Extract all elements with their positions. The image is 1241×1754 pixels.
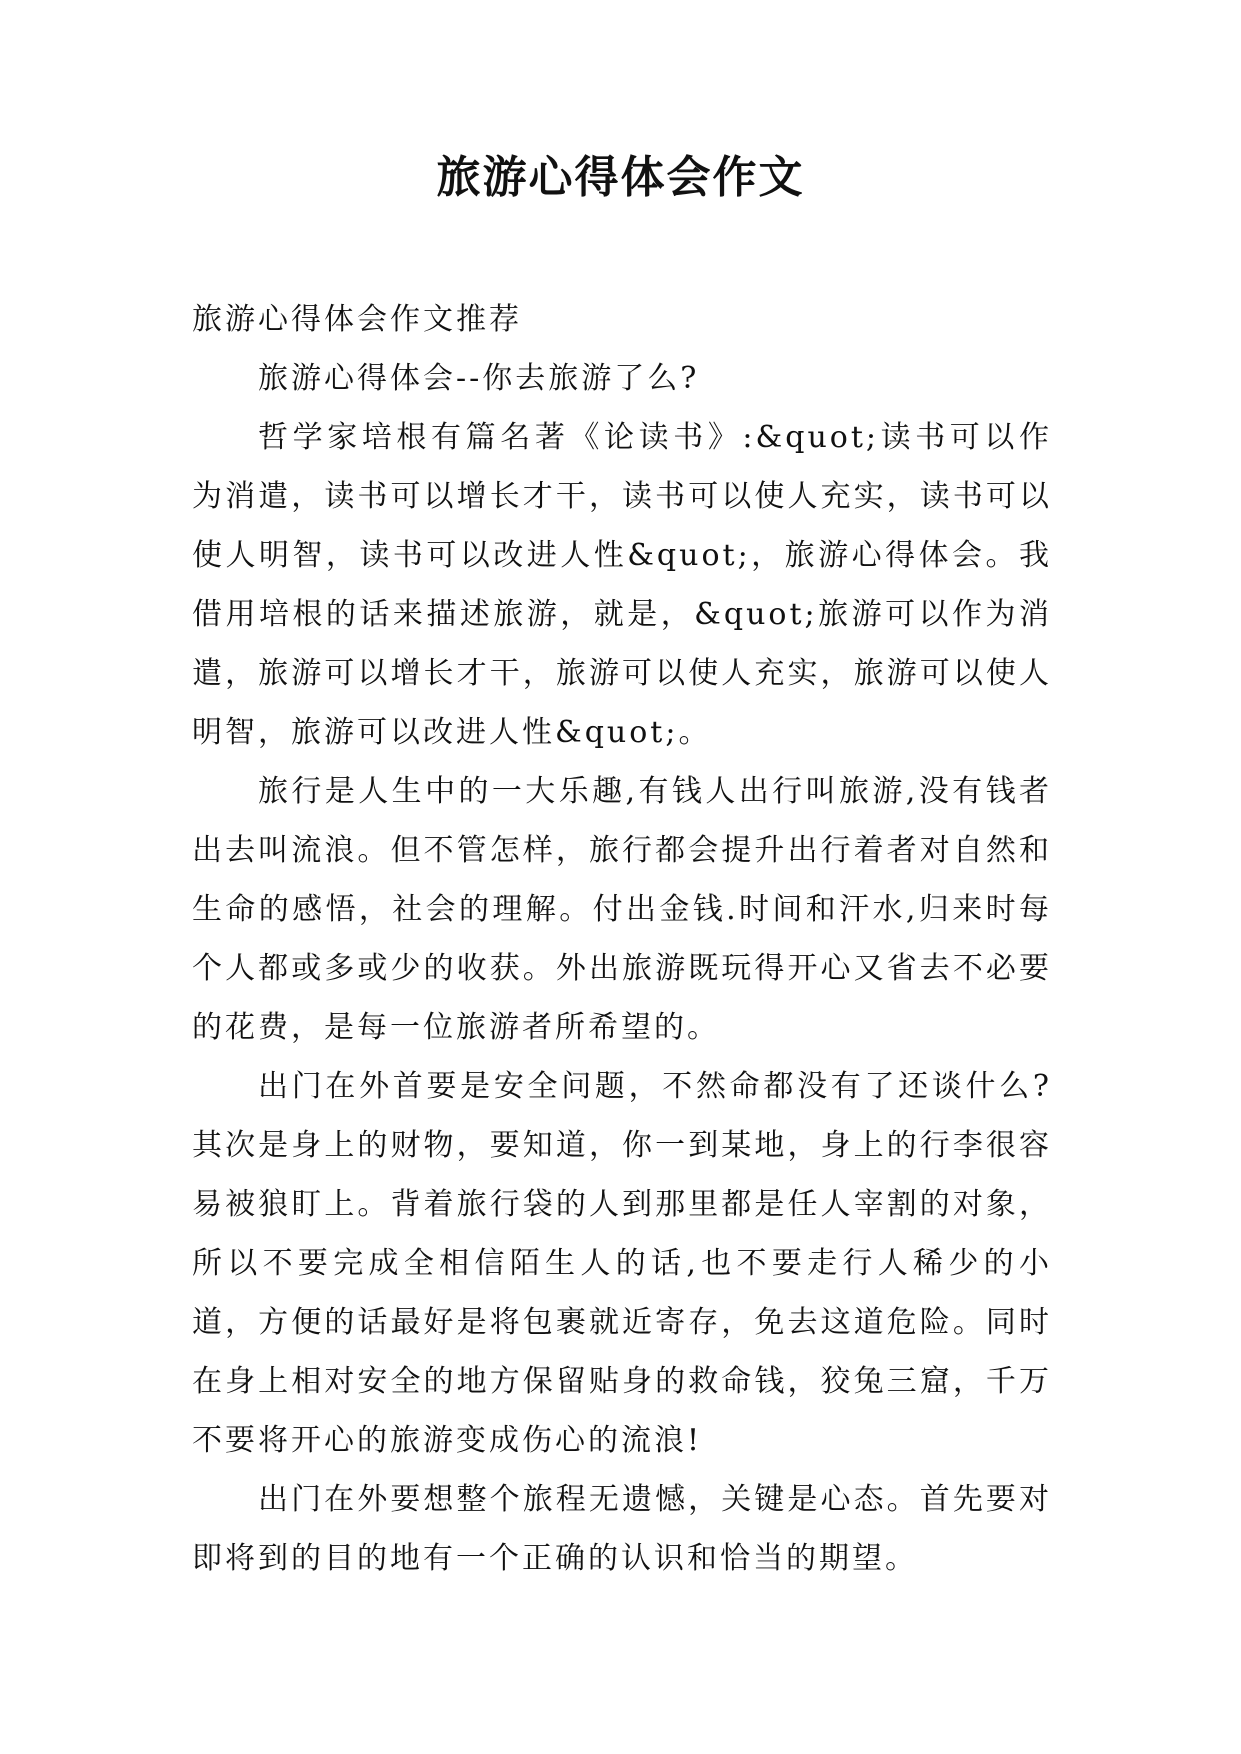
paragraph: 旅行是人生中的一大乐趣,有钱人出行叫旅游,没有钱者出去叫流浪。但不管怎样，旅行都会提升出行着者对自然和生命的感悟，社会的理解。付出金钱.时间和汗水,归来时每个人都或多或少的收获。外出旅游既玩得开心又省去不必要的花费，是每一位旅游者所希望的。: [192, 774, 1052, 1045]
paragraph: 出门在外要想整个旅程无遗憾，关键是心态。首先要对即将到的目的地有一个正确的认识和恰当的期望。: [192, 1482, 1052, 1576]
paragraph: 哲学家培根有篇名著《论读书》:&quot;读书可以作为消遣，读书可以增长才干，读书可以使人充实，读书可以使人明智，读书可以改进人性&quot;，旅游心得体会。我借用培根的话来描述旅游，就是，&quot;旅游可以作为消遣，旅游可以增长才干，旅游可以使人充实，旅游可以使人明智，旅游可以改进人性&quot;。: [192, 420, 1052, 750]
document-body: [192, 290, 1052, 1588]
document-title: 旅游心得体会作文: [436, 152, 805, 203]
paragraph: 出门在外首要是安全问题，不然命都没有了还谈什么?其次是身上的财物，要知道，你一到某地，身上的行李很容易被狼盯上。背着旅行袋的人到那里都是任人宰割的对象，所以不要完成全相信陌生人的话,也不要走行人稀少的小道，方便的话最好是将包裹就近寄存，免去这道危险。同时在身上相对安全的地方保留贴身的救命钱，狡兔三窟，千万不要将开心的旅游变成伤心的流浪!: [192, 1069, 1052, 1458]
paragraph-heading: 旅游心得体会--你去旅游了么?: [258, 361, 700, 396]
document-subtitle: 旅游心得体会作文推荐: [192, 302, 522, 337]
